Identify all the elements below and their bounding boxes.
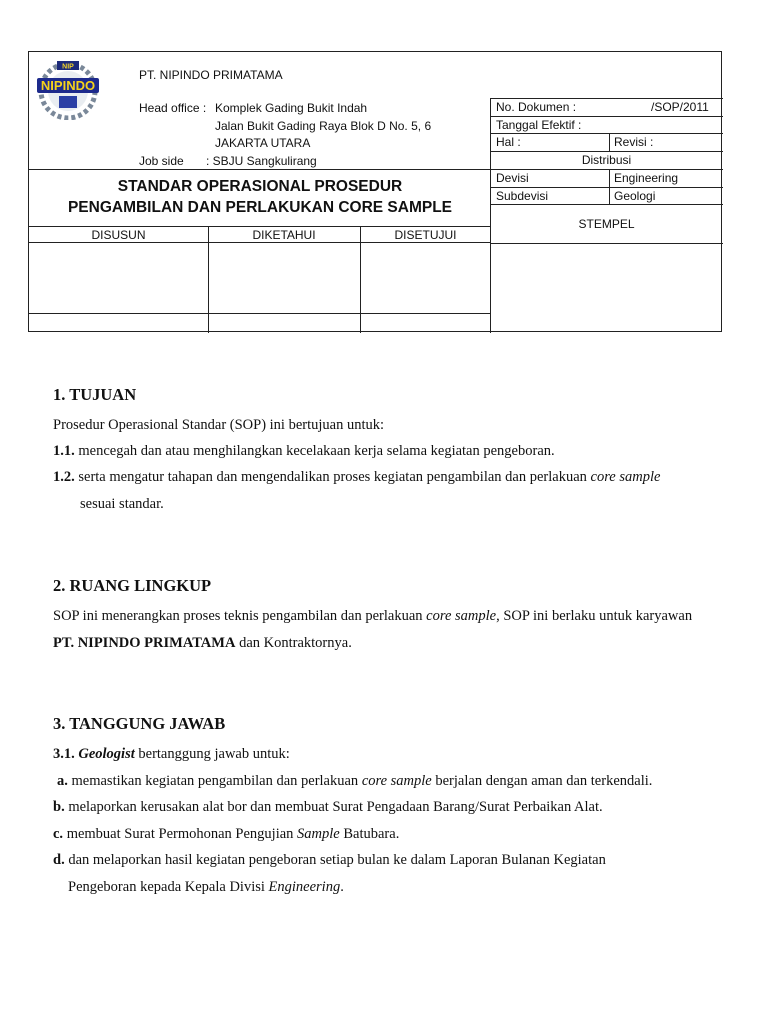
revisi-label: Revisi : bbox=[614, 135, 654, 149]
disusun-header: DISUSUN bbox=[91, 228, 146, 242]
section-3-item-d-cont: Pengeboran kepada Kepala Divisi Engineering. bbox=[68, 879, 344, 895]
distribusi-label: Distribusi bbox=[581, 153, 632, 167]
section-2-line1: SOP ini menerangkan proses teknis pengambilan dan perlakuan core sample, SOP ini berlaku untuk karyawan bbox=[53, 608, 693, 624]
document-header-table bbox=[28, 51, 722, 332]
company-name: PT. NIPINDO PRIMATAMA bbox=[139, 68, 283, 82]
svg-text:NIP: NIP bbox=[62, 63, 74, 71]
section-1-intro: Prosedur Operasional Standar (SOP) ini bertujuan untuk: bbox=[53, 417, 385, 433]
section-3-item-a: a. memastikan kegiatan pengambilan dan perlakuan core sample berjalan dengan aman dan terkendali. bbox=[57, 773, 653, 789]
stempel-label: STEMPEL bbox=[578, 217, 635, 231]
sop-title-line1: STANDAR OPERASIONAL PROSEDUR bbox=[117, 178, 403, 195]
section-2-line2: PT. NIPINDO PRIMATAMA dan Kontraktornya. bbox=[53, 635, 352, 651]
no-dokumen-value: /SOP/2011 bbox=[651, 100, 709, 114]
job-side-label: Job side bbox=[139, 154, 184, 168]
devisi-value: Engineering bbox=[614, 171, 679, 185]
section-3-item-b: b. melaporkan kerusakan alat bor dan membuat Surat Pengadaan Barang/Surat Perbaikan Alat. bbox=[53, 799, 603, 815]
section-1-item-2-cont: sesuai standar. bbox=[80, 496, 164, 512]
section-1-item-1: 1.1. mencegah dan atau menghilangkan kecelakaan kerja selama kegiatan pengeboran. bbox=[53, 443, 555, 459]
devisi-label: Devisi bbox=[496, 171, 529, 185]
job-side-value: : SBJU Sangkulirang bbox=[206, 154, 317, 168]
diketahui-header: DIKETAHUI bbox=[252, 228, 316, 242]
hal-label: Hal : bbox=[496, 135, 521, 149]
section-1-title: 1. TUJUAN bbox=[53, 385, 137, 404]
tanggal-efektif-label: Tanggal Efektif : bbox=[496, 118, 582, 132]
head-office-line3: JAKARTA UTARA bbox=[215, 136, 311, 150]
subdevisi-value: Geologi bbox=[614, 189, 656, 203]
head-office-label: Head office : bbox=[139, 101, 207, 115]
no-dokumen-label: No. Dokumen : bbox=[496, 100, 577, 114]
disetujui-header: DISETUJUI bbox=[394, 228, 457, 242]
head-office-line2: Jalan Bukit Gading Raya Blok D No. 5, 6 bbox=[215, 119, 432, 133]
section-3-1: 3.1. Geologist bertanggung jawab untuk: bbox=[53, 746, 290, 762]
section-3-item-d: d. dan melaporkan hasil kegiatan pengeboran setiap bulan ke dalam Laporan Bulanan Kegiatan bbox=[53, 852, 606, 868]
company-logo-icon bbox=[35, 58, 101, 120]
section-3-title: 3. TANGGUNG JAWAB bbox=[53, 714, 226, 733]
svg-text:NIPINDO: NIPINDO bbox=[40, 78, 96, 93]
head-office-line1: Komplek Gading Bukit Indah bbox=[215, 101, 368, 115]
section-3-item-c: c. membuat Surat Permohonan Pengujian Sample Batubara. bbox=[53, 826, 400, 842]
subdevisi-label: Subdevisi bbox=[496, 189, 549, 203]
sop-title-line2: PENGAMBILAN DAN PERLAKUKAN CORE SAMPLE bbox=[67, 199, 453, 216]
section-2-title: 2. RUANG LINGKUP bbox=[53, 576, 212, 595]
section-1-item-2: 1.2. serta mengatur tahapan dan mengendalikan proses kegiatan pengambilan dan perlakuan core sample bbox=[53, 469, 661, 485]
